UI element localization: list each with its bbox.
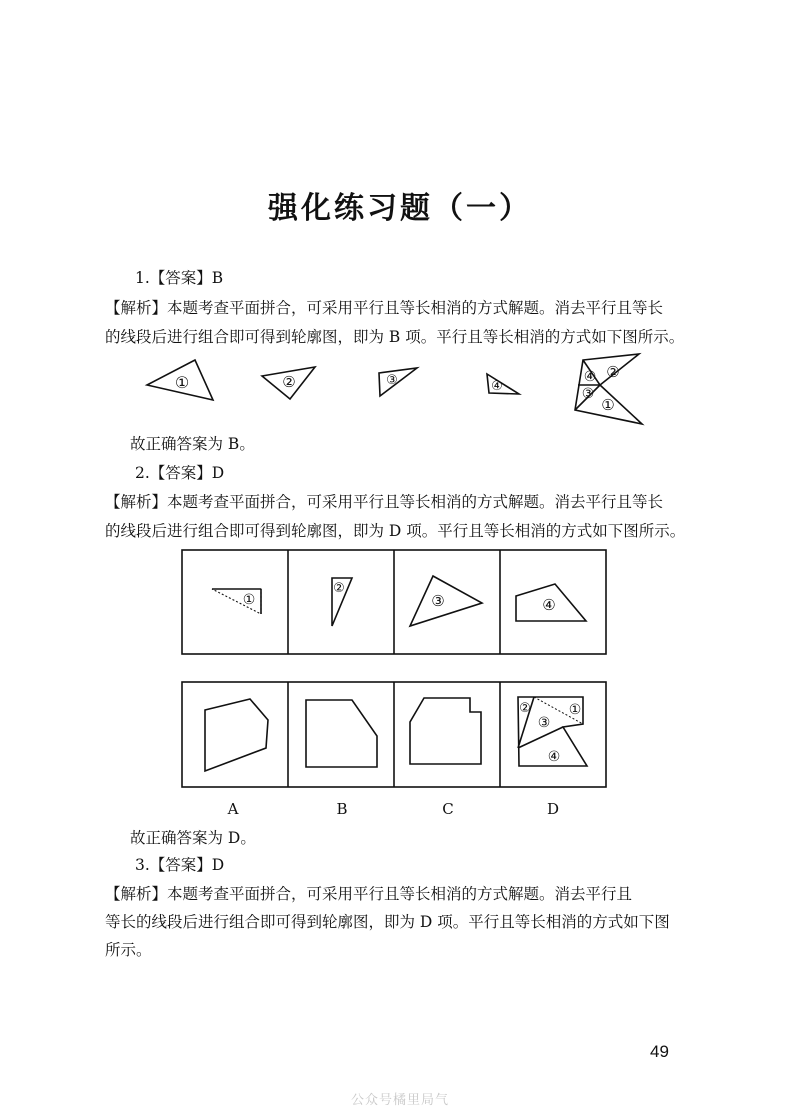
q2-piece-1 bbox=[212, 589, 261, 614]
q2-conclusion: 故正确答案为 D。 bbox=[130, 829, 256, 847]
q3-analysis-line2: 等长的线段后进行组合即可得到轮廓图，即为 D 项。平行且等长相消的方式如下图 bbox=[105, 913, 670, 931]
q2-option-label-d: D bbox=[546, 800, 560, 818]
q1-figure-row bbox=[147, 354, 642, 424]
q2-piece-2-label: ② bbox=[333, 581, 345, 596]
q1-piece-4-label: ④ bbox=[491, 379, 503, 394]
q2-piece-2 bbox=[332, 578, 352, 626]
page-title: 强化练习题（一） bbox=[268, 191, 532, 226]
q1-piece-3 bbox=[379, 368, 417, 396]
q1-answer-label: 1.【答案】B bbox=[135, 269, 224, 287]
q2-option-label-a: A bbox=[227, 800, 239, 818]
q2-option-d-label-1: ① bbox=[568, 702, 582, 718]
q2-option-d-label-2: ② bbox=[519, 701, 531, 716]
q2-option-label-c: C bbox=[442, 800, 454, 818]
q2-piece-3-shape bbox=[410, 576, 482, 626]
q1-combined-figure bbox=[575, 354, 642, 424]
q2-analysis-line1: 【解析】本题考查平面拼合，可采用平行且等长相消的方式解题。消去平行且等长 bbox=[105, 493, 664, 511]
q3-analysis-line1: 【解析】本题考查平面拼合，可采用平行且等长相消的方式解题。消去平行且 bbox=[105, 885, 633, 903]
watermark: 公众号橘里局气 bbox=[350, 1093, 449, 1108]
q2-piece-1-label: ① bbox=[242, 592, 256, 608]
page-number: 49 bbox=[650, 1042, 669, 1061]
q1-combined-label-2: ② bbox=[606, 363, 620, 381]
q2-option-c-shape bbox=[410, 698, 481, 764]
q1-piece-3-shape bbox=[379, 368, 417, 396]
q1-combined-label-1: ① bbox=[601, 396, 615, 414]
q1-combined-label-3: ③ bbox=[581, 386, 595, 402]
q2-option-d-figure bbox=[518, 697, 587, 766]
q3-answer-label: 3.【答案】D bbox=[135, 856, 225, 874]
q2-option-a-shape bbox=[205, 699, 268, 771]
q1-piece-2-label: ② bbox=[282, 373, 296, 391]
q3-analysis-line3: 所示。 bbox=[105, 941, 152, 959]
q1-piece-3-label: ③ bbox=[386, 373, 398, 388]
q2-piece-4-label: ④ bbox=[542, 596, 556, 614]
q2-piece-3 bbox=[410, 576, 482, 626]
q2-analysis-line2: 的线段后进行组合即可得到轮廓图，即为 D 项。平行且等长相消的方式如下图所示。 bbox=[105, 522, 686, 540]
q2-answer-label: 2.【答案】D bbox=[135, 464, 225, 482]
q2-option-d-label-4: ④ bbox=[547, 749, 561, 765]
q2-options-row bbox=[182, 682, 606, 787]
q1-piece-1 bbox=[147, 360, 213, 400]
q2-pieces-row bbox=[182, 550, 606, 654]
q1-analysis-line1: 【解析】本题考查平面拼合，可采用平行且等长相消的方式解题。消去平行且等长 bbox=[105, 299, 664, 317]
q1-conclusion: 故正确答案为 B。 bbox=[130, 435, 255, 453]
q2-option-b-shape bbox=[306, 700, 377, 767]
q1-combined-label-4: ④ bbox=[583, 369, 597, 385]
q2-piece-4 bbox=[516, 584, 586, 621]
q1-piece-2 bbox=[262, 367, 315, 399]
q2-piece-3-label: ③ bbox=[431, 592, 445, 610]
q1-analysis-line2: 的线段后进行组合即可得到轮廓图，即为 B 项。平行且等长相消的方式如下图所示。 bbox=[105, 328, 685, 346]
q2-option-label-b: B bbox=[336, 800, 348, 818]
q1-piece-4 bbox=[487, 374, 519, 394]
q1-piece-1-label: ① bbox=[174, 373, 190, 392]
q2-option-d-label-3: ③ bbox=[537, 715, 551, 731]
